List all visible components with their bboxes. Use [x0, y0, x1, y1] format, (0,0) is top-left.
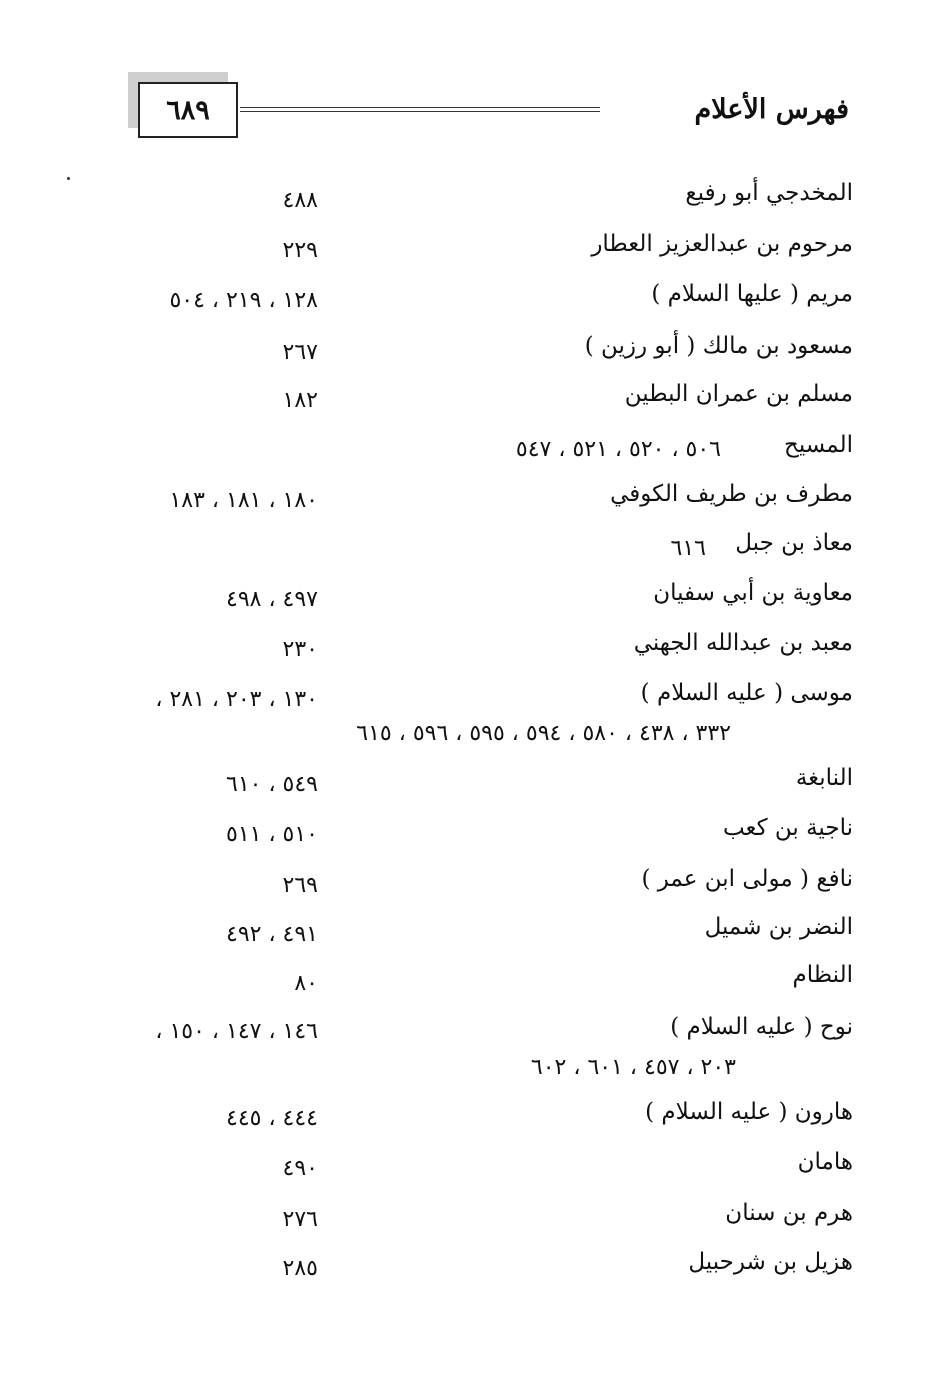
entry-name: هارون ( عليه السلام ) — [645, 1099, 853, 1125]
stray-mark — [67, 177, 70, 180]
entry-pages: ٥١٠ ، ٥١١ — [226, 822, 318, 847]
entry-pages: ٤٨٨ — [282, 188, 318, 213]
entry-name: مسعود بن مالك ( أبو رزين ) — [584, 333, 853, 359]
entry-name: مسلم بن عمران البطين — [624, 381, 853, 407]
entry-name: موسى ( عليه السلام ) — [640, 680, 853, 706]
entry-pages: ٤٤٤ ، ٤٤٥ — [226, 1106, 318, 1131]
entry-name: هزيل بن شرحبيل — [688, 1249, 853, 1275]
entry-name: ناجية بن كعب — [722, 815, 853, 841]
entry-name: المسيح — [784, 432, 853, 458]
entry-pages: ٤٩٧ ، ٤٩٨ — [226, 587, 318, 612]
entry-name: معبد بن عبدالله الجهني — [633, 630, 853, 656]
entry-pages: ٢٢٩ — [282, 238, 318, 263]
entry-pages: ٤٩١ ، ٤٩٢ — [226, 922, 318, 947]
entry-pages: ٢٨٥ — [282, 1256, 318, 1281]
entry-name: مريم ( عليها السلام ) — [651, 281, 853, 307]
entry-name: معاوية بن أبي سفيان — [653, 580, 853, 606]
entry-pages: ٢٦٧ — [282, 340, 318, 365]
entry-name: مطرف بن طريف الكوفي — [610, 481, 853, 507]
entry-name: النابغة — [795, 765, 853, 791]
entry-pages: ٨٠ — [294, 971, 318, 996]
running-title: فهرس الأعلام — [694, 94, 849, 125]
entry-pages: ٥٠٦ ، ٥٢٠ ، ٥٢١ ، ٥٤٧ — [515, 437, 721, 462]
entry-pages: ٤٩٠ — [282, 1156, 318, 1181]
entry-name: المخدجي أبو رفيع — [685, 180, 853, 206]
entry-pages: ٢٧٦ — [282, 1207, 318, 1232]
page-number: ٦٨٩ — [138, 82, 238, 138]
entry-pages: ١٢٨ ، ٢١٩ ، ٥٠٤ — [169, 288, 318, 313]
entry-name: مرحوم بن عبدالعزيز العطار — [591, 231, 853, 257]
entry-pages: ٢٦٩ — [282, 873, 318, 898]
entry-name: هرم بن سنان — [725, 1200, 853, 1226]
entry-name: النضر بن شميل — [704, 914, 853, 940]
entry-name: النظام — [792, 962, 853, 988]
entry-name: نافع ( مولى ابن عمر ) — [641, 866, 853, 892]
entry-pages-continuation: ٢٠٣ ، ٤٥٧ ، ٦٠١ ، ٦٠٢ — [530, 1055, 736, 1080]
entry-pages: ١٨٢ — [282, 388, 318, 413]
entry-pages: ٦١٦ — [670, 536, 706, 561]
entry-pages-continuation: ٣٣٢ ، ٤٣٨ ، ٥٨٠ ، ٥٩٤ ، ٥٩٥ ، ٥٩٦ ، ٦١٥ — [356, 721, 731, 746]
entry-name: معاذ بن جبل — [735, 530, 853, 556]
entry-pages: ٢٣٠ — [282, 637, 318, 662]
entry-name: نوح ( عليه السلام ) — [670, 1014, 853, 1040]
entry-pages: ١٣٠ ، ٢٠٣ ، ٢٨١ ، — [155, 687, 318, 712]
entry-pages: ١٨٠ ، ١٨١ ، ١٨٣ — [169, 488, 318, 513]
entry-pages: ١٤٦ ، ١٤٧ ، ١٥٠ ، — [155, 1019, 318, 1044]
entry-pages: ٥٤٩ ، ٦١٠ — [226, 772, 318, 797]
header-rule — [240, 107, 600, 112]
entry-name: هامان — [797, 1149, 853, 1175]
